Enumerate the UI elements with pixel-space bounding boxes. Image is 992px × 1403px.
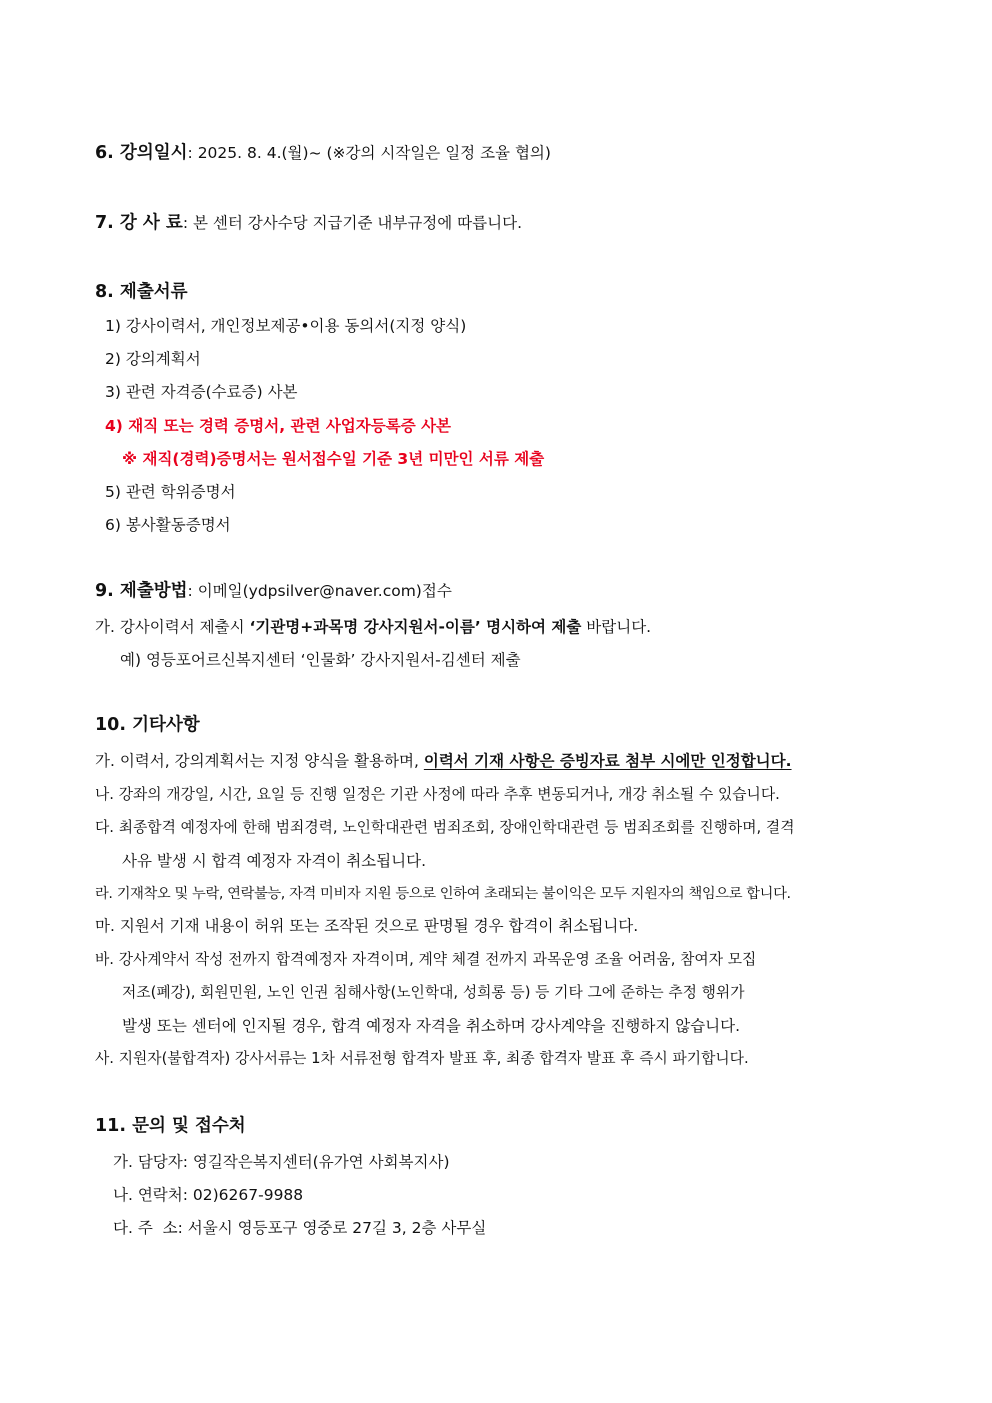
section-8-item-1: 1) 강사이력서, 개인정보제공•이용 동의서(지정 양식) [105,317,467,335]
section-9 [95,580,452,602]
section-10-item-ma: 마. 지원서 기재 내용이 허위 또는 조작된 것으로 판명될 경우 합격이 취소됩니다. [95,917,639,935]
section-8-heading: 8. 제출서류 [95,282,188,302]
section-10-heading: 10. 기타사항 [95,715,200,735]
section-9-line-a-end: 바랍니다. [581,618,652,636]
section-9-line-a-start: 가. 강사이력서 제출시 [95,618,250,636]
section-9-line-a-bold: ‘기관명+과목명 강사지원서-이름’ 명시하여 제출 [249,618,582,636]
section-10-item-ga-underlined: 이력서 기재 사항은 증빙자료 첨부 시에만 인정합니다. [423,752,792,770]
section-8-item-3: 3) 관련 자격증(수료증) 사본 [105,383,298,401]
contact-phone: 나. 연락처: 02)6267-9988 [113,1186,304,1204]
section-10-item-ga-start: 가. 이력서, 강의계획서는 지정 양식을 활용하며, [95,752,424,770]
section-9-heading: 9. 제출방법 [95,581,188,601]
section-11-heading: 11. 문의 및 접수처 [95,1116,246,1136]
section-8-item-6: 6) 봉사활동증명서 [105,516,231,534]
section-9-text: : 이메일(ydpsilver@naver.com)접수 [187,582,452,600]
section-10-item-ra: 라. 기재착오 및 누락, 연락불능, 자격 미비자 지원 등으로 인하여 초래되는 불이익은 모두 지원자의 책임으로 합니다. [95,886,791,902]
section-9-example: 예) 영등포어르신복지센터 ‘인물화’ 강사지원서-김센터 제출 [120,651,521,669]
section-8-item-4: 4) 재직 또는 경력 증명서, 관련 사업자등록증 사본 [105,417,452,435]
section-7 [95,212,522,234]
section-10-item-ba-line-2: 저조(폐강), 회원민원, 노인 인권 침해사항(노인학대, 성희롱 등) 등 기타 그에 준하는 추정 행위가 [122,984,745,1001]
section-7-text: : 본 센터 강사수당 지급기준 내부규정에 따릅니다. [182,214,523,232]
section-8-item-2: 2) 강의계획서 [105,350,201,368]
section-10-item-sa: 사. 지원자(불합격자) 강사서류는 1차 서류전형 합격자 발표 후, 최종 합격자 발표 후 즉시 파기합니다. [95,1050,749,1067]
section-10-item-ba-line-1: 바. 강사계약서 작성 전까지 합격예정자 자격이며, 계약 체결 전까지 과목운영 조율 어려움, 참여자 모집 [95,951,757,968]
contact-address: 다. 주 소: 서울시 영등포구 영중로 27길 3, 2층 사무실 [113,1219,487,1237]
section-8-note: ※ 재직(경력)증명서는 원서접수일 기준 3년 미만인 서류 제출 [122,450,545,468]
section-10-item-ga [95,750,792,772]
section-10-item-na: 나. 강좌의 개강일, 시간, 요일 등 진행 일정은 기관 사정에 따라 추후 변동되거나, 개강 취소될 수 있습니다. [95,786,780,803]
section-8-item-5: 5) 관련 학위증명서 [105,483,236,501]
section-6-text: : 2025. 8. 4.(월)~ (※강의 시작일은 일정 조율 협의) [187,144,551,162]
section-6 [95,142,551,164]
section-10-item-da-line-1: 다. 최종합격 예정자에 한해 범죄경력, 노인학대관련 범죄조회, 장애인학대관련 등 범죄조회를 진행하며, 결격 [95,819,795,836]
contact-manager: 가. 담당자: 영길작은복지센터(유가연 사회복지사) [113,1153,450,1171]
section-10-item-da-line-2: 사유 발생 시 합격 예정자 자격이 취소됩니다. [122,852,427,870]
section-7-heading: 7. 강 사 료 [95,213,183,233]
section-10-item-ba-line-3: 발생 또는 센터에 인지될 경우, 합격 예정자 자격을 취소하며 강사계약을 진행하지 않습니다. [122,1017,741,1035]
section-6-heading: 6. 강의일시 [95,143,188,163]
section-9-line-a [95,616,651,638]
